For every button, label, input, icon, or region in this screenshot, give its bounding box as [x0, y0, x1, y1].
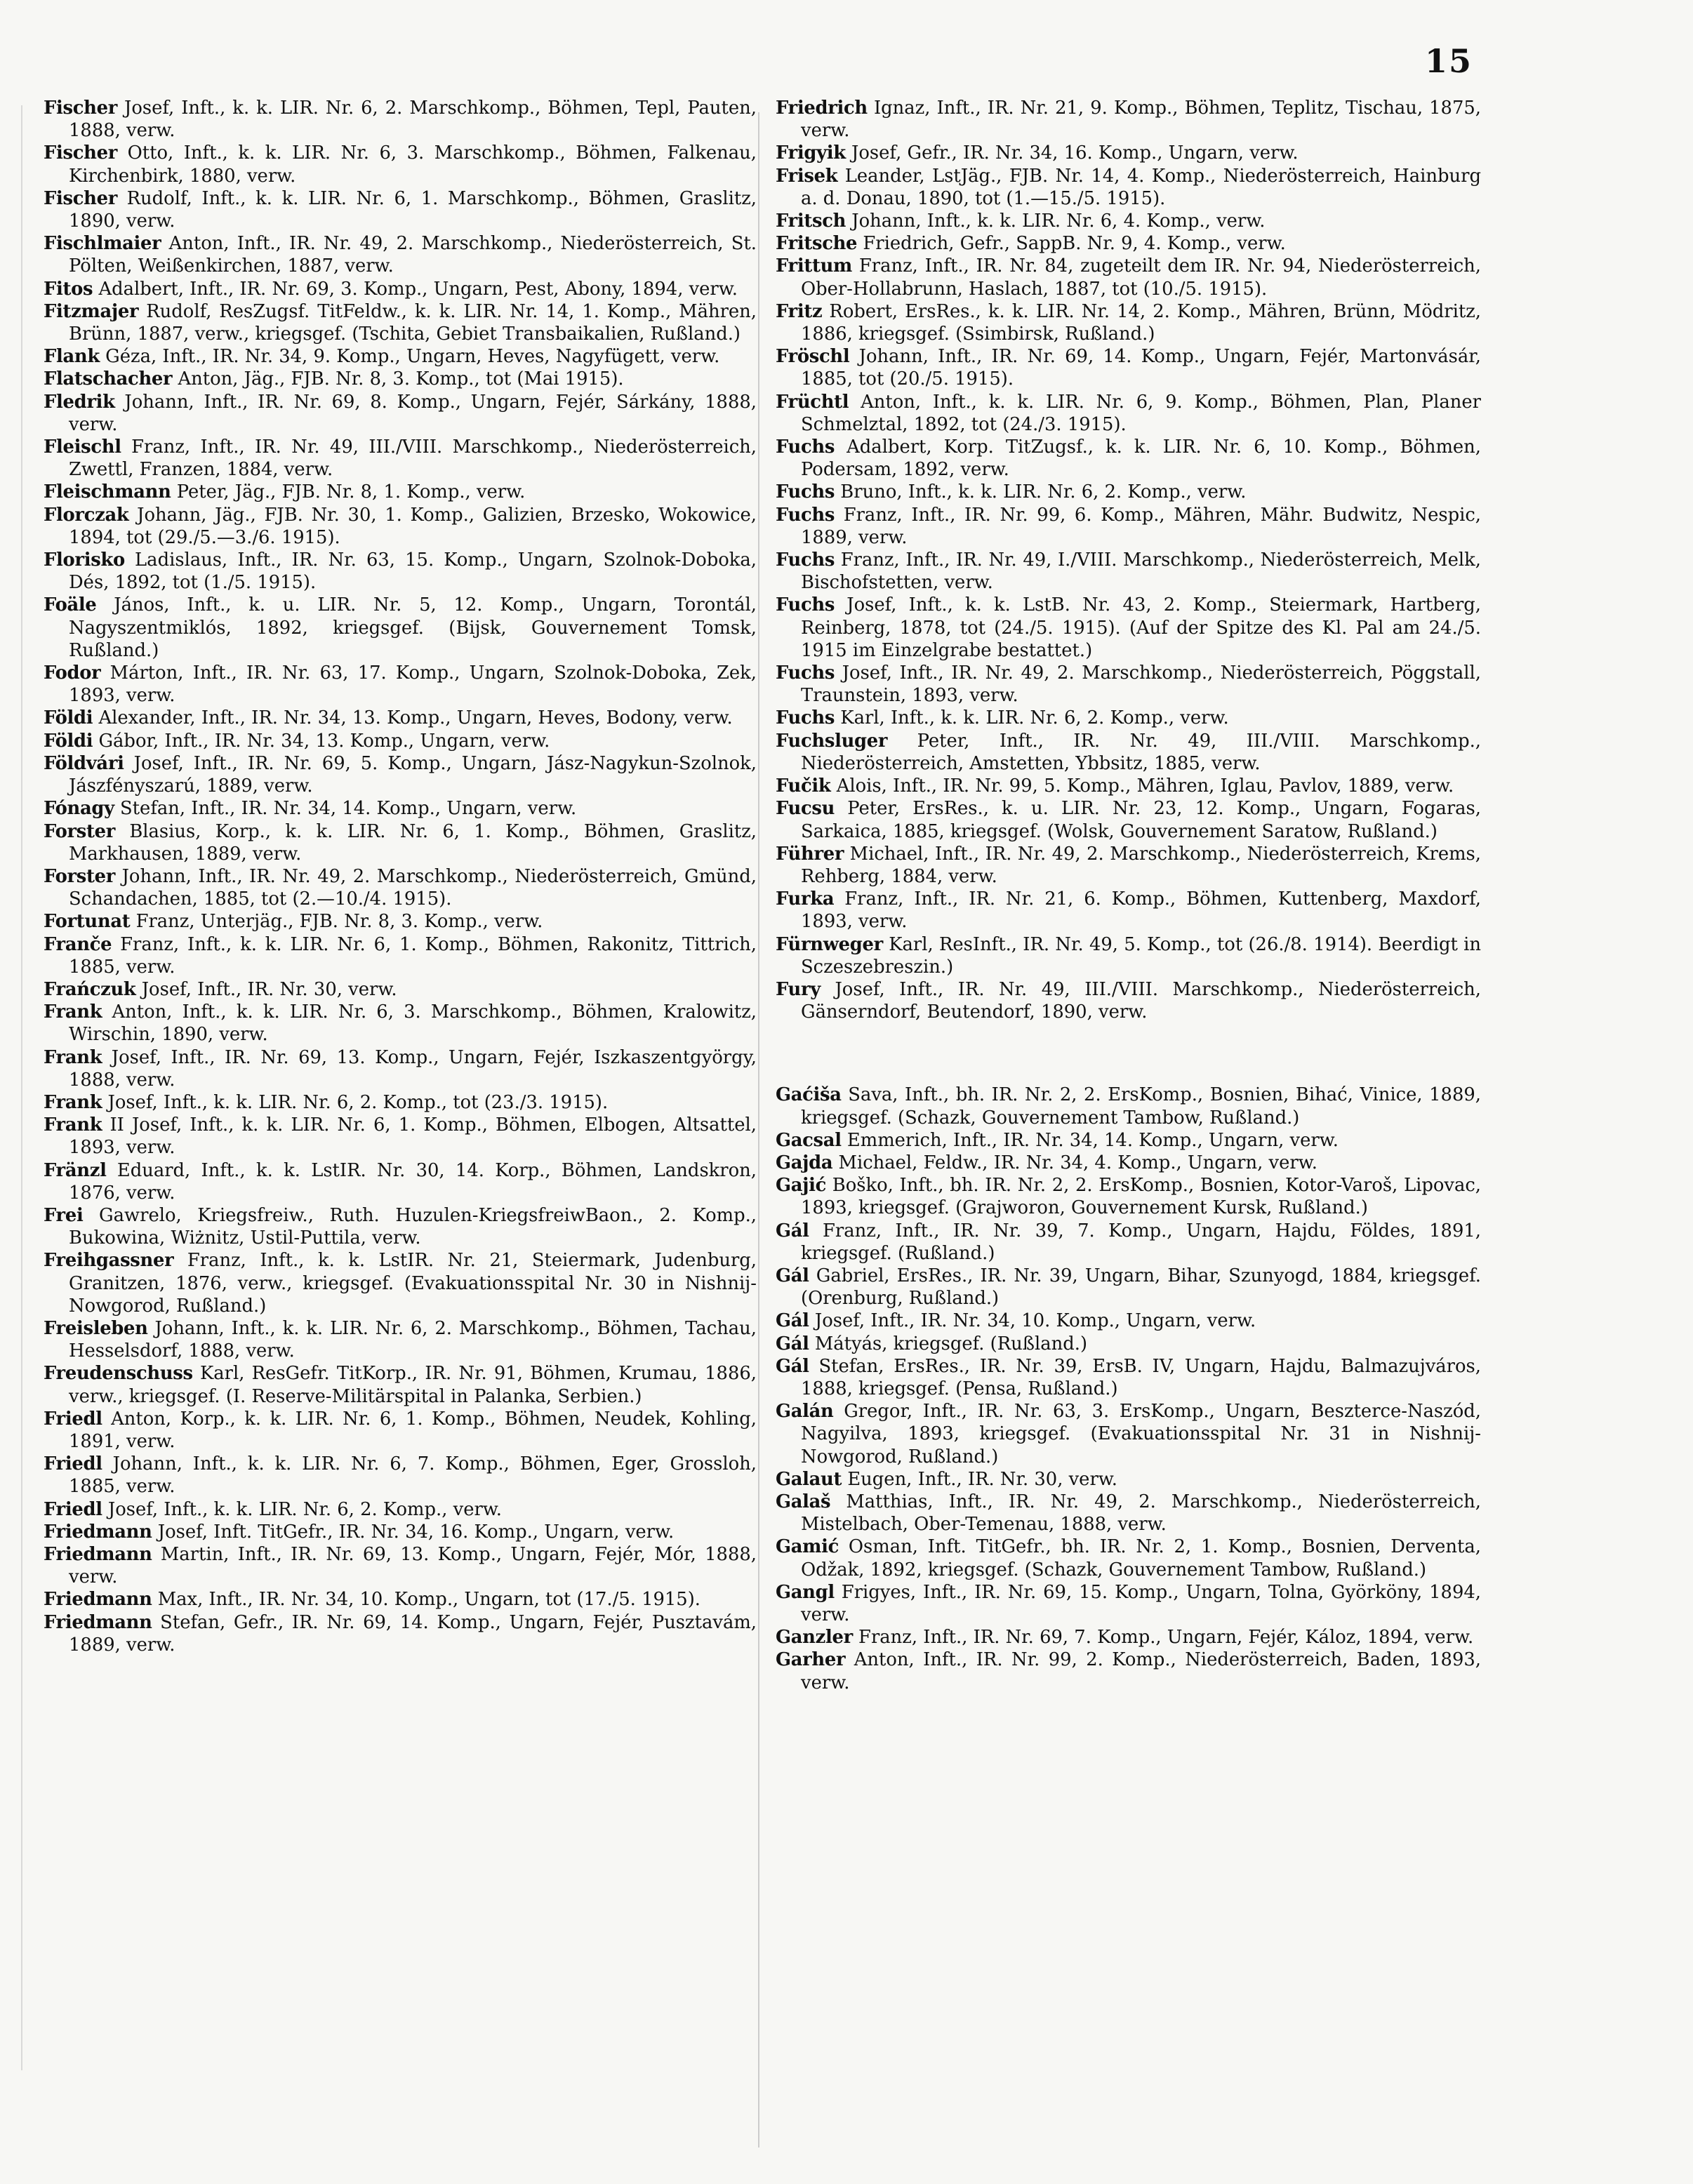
entry-surname: Fučik — [776, 775, 831, 797]
entry-surname: Fuchsluger — [776, 730, 888, 752]
entry-surname: Friedl — [44, 1408, 102, 1430]
list-entry — [44, 1611, 757, 1656]
list-entry — [44, 978, 757, 1001]
entry-details: Osman, Inft. TitGefr., bh. IR. Nr. 2, 1. Komp., Bosnien, Derventa, Odžak, 1892, kriegsgef. (Schazk, Gouvernement Tambow, Rußland.) — [801, 1536, 1481, 1580]
entry-surname: Frańczuk — [44, 978, 136, 1000]
entry-details: Franz, Inft., IR. Nr. 49, I./VIII. Marschkomp., Niederösterreich, Melk, Bischofstetten, verw. — [801, 550, 1481, 594]
list-entry — [776, 888, 1481, 933]
list-entry — [44, 662, 757, 707]
entry-details: Josef, Inft., k. k. LstB. Nr. 43, 2. Komp., Steiermark, Hartberg, Reinberg, 1878, tot (24./5. 1915). (Auf der Spitze des Kl. Pal am 24./5. 1915 im Einzelgrabe bestattet.) — [801, 594, 1481, 661]
left-column — [44, 97, 757, 1656]
entry-surname: Fónagy — [44, 798, 114, 820]
entry-details: Johann, Inft., IR. Nr. 69, 8. Komp., Ungarn, Fejér, Sárkány, 1888, verw. — [69, 391, 757, 435]
list-entry — [776, 662, 1481, 707]
entry-details: Josef, Inft., IR. Nr. 49, III./VIII. Marschkomp., Niederösterreich, Gänserndorf, Beutendorf, 1890, verw. — [801, 978, 1481, 1023]
entry-surname: Frank — [44, 1114, 102, 1136]
list-entry — [776, 1152, 1481, 1174]
entry-details: Johann, Inft., IR. Nr. 49, 2. Marschkomp., Niederösterreich, Gmünd, Schandachen, 1885, tot (2.—10./4. 1915). — [69, 865, 757, 910]
entry-details: Franz, Inft., IR. Nr. 99, 6. Komp., Mähren, Mähr. Budwitz, Nespic, 1889, verw. — [801, 504, 1481, 548]
entry-surname: Frisek — [776, 165, 838, 187]
list-entry — [776, 1084, 1481, 1128]
entry-details: Josef, Inft., IR. Nr. 34, 10. Komp., Ungarn, verw. — [809, 1310, 1256, 1332]
entry-details: Boško, Inft., bh. IR. Nr. 2, 2. ErsKomp., Bosnien, Kotor-Varoš, Lipovac, 1893, kriegsgef. (Grajworon, Gouvernement Kursk, Rußland.) — [801, 1175, 1481, 1219]
entry-details: Michael, Feldw., IR. Nr. 34, 4. Komp., Ungarn, verw. — [832, 1152, 1317, 1173]
list-entry — [776, 1581, 1481, 1626]
entry-details: Max, Inft., IR. Nr. 34, 10. Komp., Ungarn, tot (17./5. 1915). — [152, 1589, 701, 1611]
entry-surname: Fischer — [44, 142, 118, 164]
entry-surname: Fleischmann — [44, 481, 171, 503]
entry-details: Eduard, Inft., k. k. LstIR. Nr. 30, 14. Korp., Böhmen, Landskron, 1876, verw. — [69, 1159, 757, 1204]
entry-details: Anton, Jäg., FJB. Nr. 8, 3. Komp., tot (Mai 1915). — [172, 368, 624, 390]
list-entry — [44, 1588, 757, 1611]
list-entry — [44, 278, 757, 300]
entry-details: Anton, Inft., IR. Nr. 49, 2. Marschkomp., Niederösterreich, St. Pölten, Weißenkirchen, 1887, verw. — [69, 233, 757, 277]
entry-details: Bruno, Inft., k. k. LIR. Nr. 6, 2. Komp., verw. — [835, 481, 1247, 503]
entry-details: Géza, Inft., IR. Nr. 34, 9. Komp., Ungarn, Heves, Nagyfügett, verw. — [99, 346, 720, 368]
entry-surname: Fuchs — [776, 594, 835, 616]
entry-details: Josef, Inft., IR. Nr. 30, verw. — [135, 978, 397, 1000]
list-entry — [44, 1543, 757, 1588]
entry-surname: Fischlmaier — [44, 233, 161, 255]
entry-surname: Flatschacher — [44, 368, 173, 390]
right-column — [776, 97, 1481, 1694]
entry-surname: Galán — [776, 1401, 834, 1423]
entry-surname: Fuchs — [776, 550, 835, 571]
entry-details: Anton, Inft., IR. Nr. 99, 2. Komp., Niederösterreich, Baden, 1893, verw. — [801, 1649, 1481, 1693]
list-entry — [44, 752, 757, 797]
list-entry — [44, 707, 757, 729]
entry-details: Karl, ResGefr. TitKorp., IR. Nr. 91, Böhmen, Krumau, 1886, verw., kriegsgef. (I. Reserve-Militärspital in Palanka, Serbien.) — [69, 1363, 757, 1407]
entry-details: Franz, Inft., IR. Nr. 21, 6. Komp., Böhmen, Kuttenberg, Maxdorf, 1893, verw. — [801, 888, 1481, 933]
list-entry — [44, 1159, 757, 1204]
entry-details: Gregor, Inft., IR. Nr. 63, 3. ErsKomp., Ungarn, Beszterce-Naszód, Nagyilva, 1893, kriegsgef. (Evakuationsspital Nr. 31 in Nishnij-Nowgorod, Rußland.) — [801, 1401, 1481, 1467]
entry-surname: Führer — [776, 843, 844, 865]
list-entry — [776, 1626, 1481, 1649]
section-gap — [776, 1023, 1481, 1084]
list-entry — [776, 391, 1481, 436]
list-entry — [776, 481, 1481, 503]
list-entry — [776, 594, 1481, 662]
entry-details: Josef, Inft., k. k. LIR. Nr. 6, 2. Komp., tot (23./3. 1915). — [102, 1091, 609, 1113]
entry-details: Johann, Inft., k. k. LIR. Nr. 6, 2. Marschkomp., Böhmen, Tachau, Hesselsdorf, 1888, verw. — [69, 1317, 757, 1362]
entry-surname: Fuchs — [776, 662, 835, 684]
list-entry — [776, 300, 1481, 345]
entry-surname: Friedrich — [776, 98, 868, 119]
entry-surname: Frank — [44, 1091, 102, 1113]
list-entry — [44, 1046, 757, 1091]
entry-surname: Fritsche — [776, 233, 858, 255]
list-entry — [44, 933, 757, 978]
list-entry — [776, 1536, 1481, 1580]
entry-surname: Freisleben — [44, 1317, 148, 1339]
entry-surname: Friedmann — [44, 1521, 152, 1543]
entry-details: Martin, Inft., IR. Nr. 69, 13. Komp., Ungarn, Fejér, Mór, 1888, verw. — [69, 1544, 757, 1588]
entry-details: Karl, Inft., k. k. LIR. Nr. 6, 2. Komp., verw. — [835, 707, 1229, 729]
entry-details: Alois, Inft., IR. Nr. 99, 5. Komp., Mähren, Iglau, Pavlov, 1889, verw. — [830, 775, 1454, 797]
entry-details: Otto, Inft., k. k. LIR. Nr. 6, 3. Marschkomp., Böhmen, Falkenau, Kirchenbirk, 1880, verw. — [69, 142, 757, 187]
entry-surname: Fuchs — [776, 504, 835, 526]
list-entry — [776, 255, 1481, 300]
entry-surname: Gacsal — [776, 1129, 842, 1151]
entry-details: Mátyás, kriegsgef. (Rußland.) — [809, 1333, 1088, 1354]
list-entry — [776, 1355, 1481, 1400]
entry-surname: Ganzler — [776, 1627, 853, 1649]
entry-details: Josef, Inft., IR. Nr. 49, 2. Marschkomp., Niederösterreich, Pöggstall, Traunstein, 1893, verw. — [801, 662, 1481, 707]
entry-details: Josef, Inft., IR. Nr. 69, 13. Komp., Ungarn, Fejér, Iszkaszentgyörgy, 1888, verw. — [69, 1046, 757, 1091]
list-entry — [44, 1498, 757, 1521]
list-entry — [776, 1174, 1481, 1219]
entry-surname: Furka — [776, 888, 835, 910]
entry-details: Franz, Inft., k. k. LstIR. Nr. 21, Steiermark, Judenburg, Granitzen, 1876, verw., kriegsgef. (Evakuationsspital Nr. 30 in Nishnij-Nowgorod, Rußland.) — [69, 1250, 757, 1317]
entry-surname: Fuchs — [776, 481, 835, 503]
page-number: 15 — [1425, 42, 1473, 80]
entry-details: Stefan, Gefr., IR. Nr. 69, 14. Komp., Ungarn, Fejér, Pusztavám, 1889, verw. — [69, 1611, 757, 1656]
entry-surname: Friedl — [44, 1498, 102, 1520]
list-entry — [776, 933, 1481, 978]
entry-details: Franz, Inft., IR. Nr. 49, III./VIII. Marschkomp., Niederösterreich, Zwettl, Franzen, 1884, verw. — [69, 437, 757, 481]
list-entry — [44, 300, 757, 345]
entry-surname: Fucsu — [776, 798, 835, 820]
entry-surname: Foäle — [44, 594, 97, 616]
entry-details: Josef, Inft., IR. Nr. 69, 5. Komp., Ungarn, Jász-Nagykun-Szolnok, Jászfényszarú, 1889, verw. — [69, 752, 757, 797]
list-entry — [776, 1310, 1481, 1332]
entry-surname: Földi — [44, 730, 93, 752]
list-entry — [776, 730, 1481, 775]
list-entry — [44, 97, 757, 142]
entry-details: Karl, ResInft., IR. Nr. 49, 5. Komp., tot (26./8. 1914). Beerdigt in Sczeszebreszin.) — [801, 933, 1481, 978]
entry-surname: Fischer — [44, 98, 118, 119]
entry-details: Anton, Korp., k. k. LIR. Nr. 6, 1. Komp., Böhmen, Neudek, Kohling, 1891, verw. — [69, 1408, 757, 1452]
entry-details: Peter, ErsRes., k. u. LIR. Nr. 23, 12. Komp., Ungarn, Fogaras, Sarkaica, 1885, kriegsgef. (Wolsk, Gouvernement Saratow, Rußland.) — [801, 798, 1481, 842]
entry-surname: Fritsch — [776, 211, 846, 232]
entry-surname: Friedmann — [44, 1589, 152, 1611]
entry-surname: Frank — [44, 1001, 102, 1023]
entry-details: Franz, Unterjäg., FJB. Nr. 8, 3. Komp., verw. — [130, 911, 543, 933]
entry-details: Josef, Inft. TitGefr., IR. Nr. 34, 16. Komp., Ungarn, verw. — [152, 1521, 675, 1543]
entry-details: Frigyes, Inft., IR. Nr. 69, 15. Komp., Ungarn, Tolna, Györköny, 1894, verw. — [801, 1581, 1481, 1625]
entry-surname: Garher — [776, 1649, 846, 1671]
entry-details: János, Inft., k. u. LIR. Nr. 5, 12. Komp., Ungarn, Torontál, Nagyszentmiklós, 1892, kriegsgef. (Bijsk, Gouvernement Tomsk, Rußland.) — [69, 594, 757, 661]
entry-details: Eugen, Inft., IR. Nr. 30, verw. — [842, 1468, 1118, 1490]
entry-details: Sava, Inft., bh. IR. Nr. 2, 2. ErsKomp., Bosnien, Bihać, Vinice, 1889, kriegsgef. (Schazk, Gouvernement Tambow, Rußland.) — [801, 1084, 1481, 1128]
entry-surname: Földvári — [44, 752, 124, 774]
entry-details: Josef, Gefr., IR. Nr. 34, 16. Komp., Ungarn, verw. — [845, 142, 1299, 164]
entry-details: Stefan, Inft., IR. Nr. 34, 14. Komp., Ungarn, verw. — [114, 798, 577, 820]
list-entry — [776, 232, 1481, 255]
list-entry — [776, 707, 1481, 729]
list-entry — [44, 1204, 757, 1249]
entry-surname: Gál — [776, 1355, 809, 1377]
list-entry — [776, 1468, 1481, 1491]
entry-surname: Földi — [44, 707, 93, 729]
entry-surname: Gál — [776, 1265, 809, 1286]
entry-surname: Fischer — [44, 187, 118, 209]
entry-surname: Florczak — [44, 504, 129, 526]
entry-details: Franz, Inft., IR. Nr. 69, 7. Komp., Ungarn, Fejér, Káloz, 1894, verw. — [852, 1627, 1474, 1649]
entry-details: Josef, Inft., k. k. LIR. Nr. 6, 2. Komp., verw. — [102, 1498, 503, 1520]
entry-surname: Fuchs — [776, 437, 835, 458]
scan-margin-edge — [0, 105, 22, 2070]
list-entry — [776, 97, 1481, 142]
entry-details: Johann, Inft., k. k. LIR. Nr. 6, 7. Komp., Böhmen, Eger, Grossloh, 1885, verw. — [69, 1453, 757, 1498]
list-entry — [776, 210, 1481, 232]
entry-details: Franz, Inft., IR. Nr. 39, 7. Komp., Ungarn, Hajdu, Földes, 1891, kriegsgef. (Rußland.) — [801, 1220, 1481, 1264]
list-entry — [44, 1001, 757, 1046]
entry-details: Michael, Inft., IR. Nr. 49, 2. Marschkomp., Niederösterreich, Krems, Rehberg, 1884, verw. — [801, 843, 1481, 887]
entry-surname: Friedl — [44, 1453, 102, 1475]
list-entry — [776, 1220, 1481, 1265]
list-entry — [44, 820, 757, 865]
entry-details: Rudolf, Inft., k. k. LIR. Nr. 6, 1. Marschkomp., Böhmen, Graslitz, 1890, verw. — [69, 187, 757, 232]
entry-surname: Gajda — [776, 1152, 833, 1173]
list-entry — [44, 594, 757, 662]
entry-surname: Frei — [44, 1204, 84, 1226]
entry-details: Peter, Inft., IR. Nr. 49, III./VIII. Marschkomp., Niederösterreich, Amstetten, Ybbsitz, 1885, verw. — [801, 730, 1481, 774]
list-entry — [44, 910, 757, 933]
list-entry — [44, 1091, 757, 1114]
list-entry — [44, 368, 757, 390]
list-entry — [44, 865, 757, 910]
list-entry — [44, 232, 757, 277]
entry-surname: Fürnweger — [776, 933, 883, 955]
entry-surname: Forster — [44, 820, 116, 842]
entry-surname: Forster — [44, 865, 116, 887]
entry-surname: Fleischl — [44, 437, 121, 458]
list-entry — [44, 549, 757, 594]
entry-details: Adalbert, Korp. TitZugsf., k. k. LIR. Nr. 6, 10. Komp., Böhmen, Podersam, 1892, verw. — [801, 437, 1481, 481]
list-entry — [776, 1129, 1481, 1152]
entry-surname: Friedmann — [44, 1611, 152, 1633]
entry-details: Gábor, Inft., IR. Nr. 34, 13. Komp., Ungarn, verw. — [93, 730, 550, 752]
entry-details: Johann, Jäg., FJB. Nr. 30, 1. Komp., Galizien, Brzesko, Wokowice, 1894, tot (29./5.—3./6. 1915). — [69, 504, 757, 548]
list-entry — [44, 436, 757, 481]
entry-details: Gawrelo, Kriegsfreiw., Ruth. Huzulen-KriegsfreiwBaon., 2. Komp., Bukowina, Wiżnitz, Ustil-Puttila, verw. — [69, 1204, 757, 1249]
entry-details: Stefan, ErsRes., IR. Nr. 39, ErsB. IV, Ungarn, Hajdu, Balmazujváros, 1888, kriegsgef. (Pensa, Rußland.) — [801, 1355, 1481, 1399]
entry-surname: Fodor — [44, 662, 101, 684]
entry-surname: Gangl — [776, 1581, 835, 1603]
entry-details: Franz, Inft., IR. Nr. 84, zugeteilt dem IR. Nr. 94, Niederösterreich, Ober-Hollabrunn, Haslach, 1887, tot (10./5. 1915). — [801, 255, 1481, 300]
list-entry — [44, 1362, 757, 1407]
entry-details: Anton, Inft., k. k. LIR. Nr. 6, 9. Komp., Böhmen, Plan, Planer Schmelztal, 1892, tot (24./3. 1915). — [801, 391, 1481, 435]
entry-details: Franz, Inft., k. k. LIR. Nr. 6, 1. Komp., Böhmen, Rakonitz, Tittrich, 1885, verw. — [69, 933, 757, 978]
entry-details: Leander, LstJäg., FJB. Nr. 14, 4. Komp., Niederösterreich, Hainburg a. d. Donau, 1890, tot (1.—15./5. 1915). — [801, 165, 1481, 209]
entry-surname: Freihgassner — [44, 1250, 174, 1272]
list-entry — [44, 481, 757, 503]
list-entry — [44, 1408, 757, 1453]
list-entry — [776, 843, 1481, 888]
list-entry — [44, 504, 757, 549]
entry-surname: Fröschl — [776, 346, 850, 368]
entry-details: Friedrich, Gefr., SappB. Nr. 9, 4. Komp., verw. — [857, 233, 1286, 255]
entry-surname: Fritz — [776, 300, 823, 322]
entry-details: Johann, Inft., IR. Nr. 69, 14. Komp., Ungarn, Fejér, Martonvásár, 1885, tot (20./5. 1915). — [801, 346, 1481, 390]
entry-details: Emmerich, Inft., IR. Nr. 34, 14. Komp., Ungarn, verw. — [841, 1129, 1339, 1151]
entry-surname: Frittum — [776, 255, 853, 277]
entry-surname: Früchtl — [776, 391, 849, 413]
entry-surname: Fledrik — [44, 391, 115, 413]
entry-surname: Galaut — [776, 1468, 842, 1490]
list-entry — [776, 1333, 1481, 1355]
list-entry — [44, 345, 757, 368]
entry-details: Anton, Inft., k. k. LIR. Nr. 6, 3. Marschkomp., Böhmen, Kralowitz, Wirschin, 1890, verw. — [69, 1001, 757, 1046]
list-entry — [44, 1249, 757, 1317]
entry-surname: Fitzmajer — [44, 300, 139, 322]
entry-surname: Gamić — [776, 1536, 839, 1558]
list-entry — [44, 187, 757, 232]
list-entry — [44, 1453, 757, 1498]
list-entry — [776, 978, 1481, 1023]
entry-details: Adalbert, Inft., IR. Nr. 69, 3. Komp., Ungarn, Pest, Abony, 1894, verw. — [93, 278, 738, 300]
column-divider — [758, 112, 759, 2148]
list-entry — [776, 775, 1481, 797]
list-entry — [776, 436, 1481, 481]
list-entry — [776, 797, 1481, 842]
entry-details: Rudolf, ResZugsf. TitFeldw., k. k. LIR. Nr. 14, 1. Komp., Mähren, Brünn, 1887, verw., kriegsgef. (Tschita, Gebiet Transbaikalien, Rußland.) — [69, 300, 757, 345]
entry-surname: Gaćiša — [776, 1084, 842, 1106]
entry-surname: Gál — [776, 1333, 809, 1354]
entry-surname: Fitos — [44, 278, 93, 300]
entry-surname: Fury — [776, 978, 821, 1000]
entry-surname: Frank — [44, 1046, 102, 1068]
entry-surname: Gál — [776, 1220, 809, 1241]
entry-details: Blasius, Korp., k. k. LIR. Nr. 6, 1. Komp., Böhmen, Graslitz, Markhausen, 1889, verw. — [69, 820, 757, 865]
entry-details: II Josef, Inft., k. k. LIR. Nr. 6, 1. Komp., Böhmen, Elbogen, Altsattel, 1893, verw. — [69, 1114, 757, 1159]
entry-surname: Fuchs — [776, 707, 835, 729]
entry-surname: Freudenschuss — [44, 1363, 193, 1385]
entry-details: Gabriel, ErsRes., IR. Nr. 39, Ungarn, Bihar, Szunyogd, 1884, kriegsgef. (Orenburg, Rußland.) — [801, 1265, 1481, 1310]
entry-surname: Fränzl — [44, 1159, 107, 1181]
entry-details: Matthias, Inft., IR. Nr. 49, 2. Marschkomp., Niederösterreich, Mistelbach, Ober-Temenau, 1888, verw. — [801, 1491, 1481, 1536]
list-entry — [44, 1317, 757, 1362]
list-entry — [44, 797, 757, 820]
entry-surname: Florisko — [44, 550, 125, 571]
entry-details: Josef, Inft., k. k. LIR. Nr. 6, 2. Marschkomp., Böhmen, Tepl, Pauten, 1888, verw. — [69, 98, 757, 142]
list-entry — [776, 345, 1481, 390]
entry-details: Ignaz, Inft., IR. Nr. 21, 9. Komp., Böhmen, Teplitz, Tischau, 1875, verw. — [801, 98, 1481, 142]
entry-surname: Friedmann — [44, 1544, 152, 1565]
entry-details: Márton, Inft., IR. Nr. 63, 17. Komp., Ungarn, Szolnok-Doboka, Zek, 1893, verw. — [69, 662, 757, 707]
list-entry — [44, 391, 757, 436]
entry-details: Ladislaus, Inft., IR. Nr. 63, 15. Komp., Ungarn, Szolnok-Doboka, Dés, 1892, tot (1./5. 1915). — [69, 550, 757, 594]
list-entry — [776, 1265, 1481, 1310]
entry-surname: Franče — [44, 933, 112, 955]
list-entry — [44, 1114, 757, 1159]
list-entry — [776, 165, 1481, 210]
entry-details: Johann, Inft., k. k. LIR. Nr. 6, 4. Komp., verw. — [846, 211, 1266, 232]
entry-surname: Gál — [776, 1310, 809, 1332]
list-entry — [776, 549, 1481, 594]
list-entry — [776, 504, 1481, 549]
list-entry — [44, 730, 757, 752]
entry-surname: Gajić — [776, 1175, 827, 1197]
entry-details: Robert, ErsRes., k. k. LIR. Nr. 14, 2. Komp., Mähren, Brünn, Mödritz, 1886, kriegsgef. (Ssimbirsk, Rußland.) — [801, 300, 1481, 345]
list-entry — [776, 1491, 1481, 1536]
list-entry — [776, 142, 1481, 164]
entry-details: Peter, Jäg., FJB. Nr. 8, 1. Komp., verw. — [171, 481, 526, 503]
list-entry — [44, 1521, 757, 1543]
entry-surname: Flank — [44, 346, 100, 368]
entry-surname: Fortunat — [44, 911, 131, 933]
entry-details: Alexander, Inft., IR. Nr. 34, 13. Komp., Ungarn, Heves, Bodony, verw. — [93, 707, 733, 729]
list-entry — [776, 1649, 1481, 1693]
list-entry — [44, 142, 757, 187]
list-entry — [776, 1400, 1481, 1468]
entry-surname: Frigyik — [776, 142, 846, 164]
entry-surname: Galaš — [776, 1491, 831, 1512]
